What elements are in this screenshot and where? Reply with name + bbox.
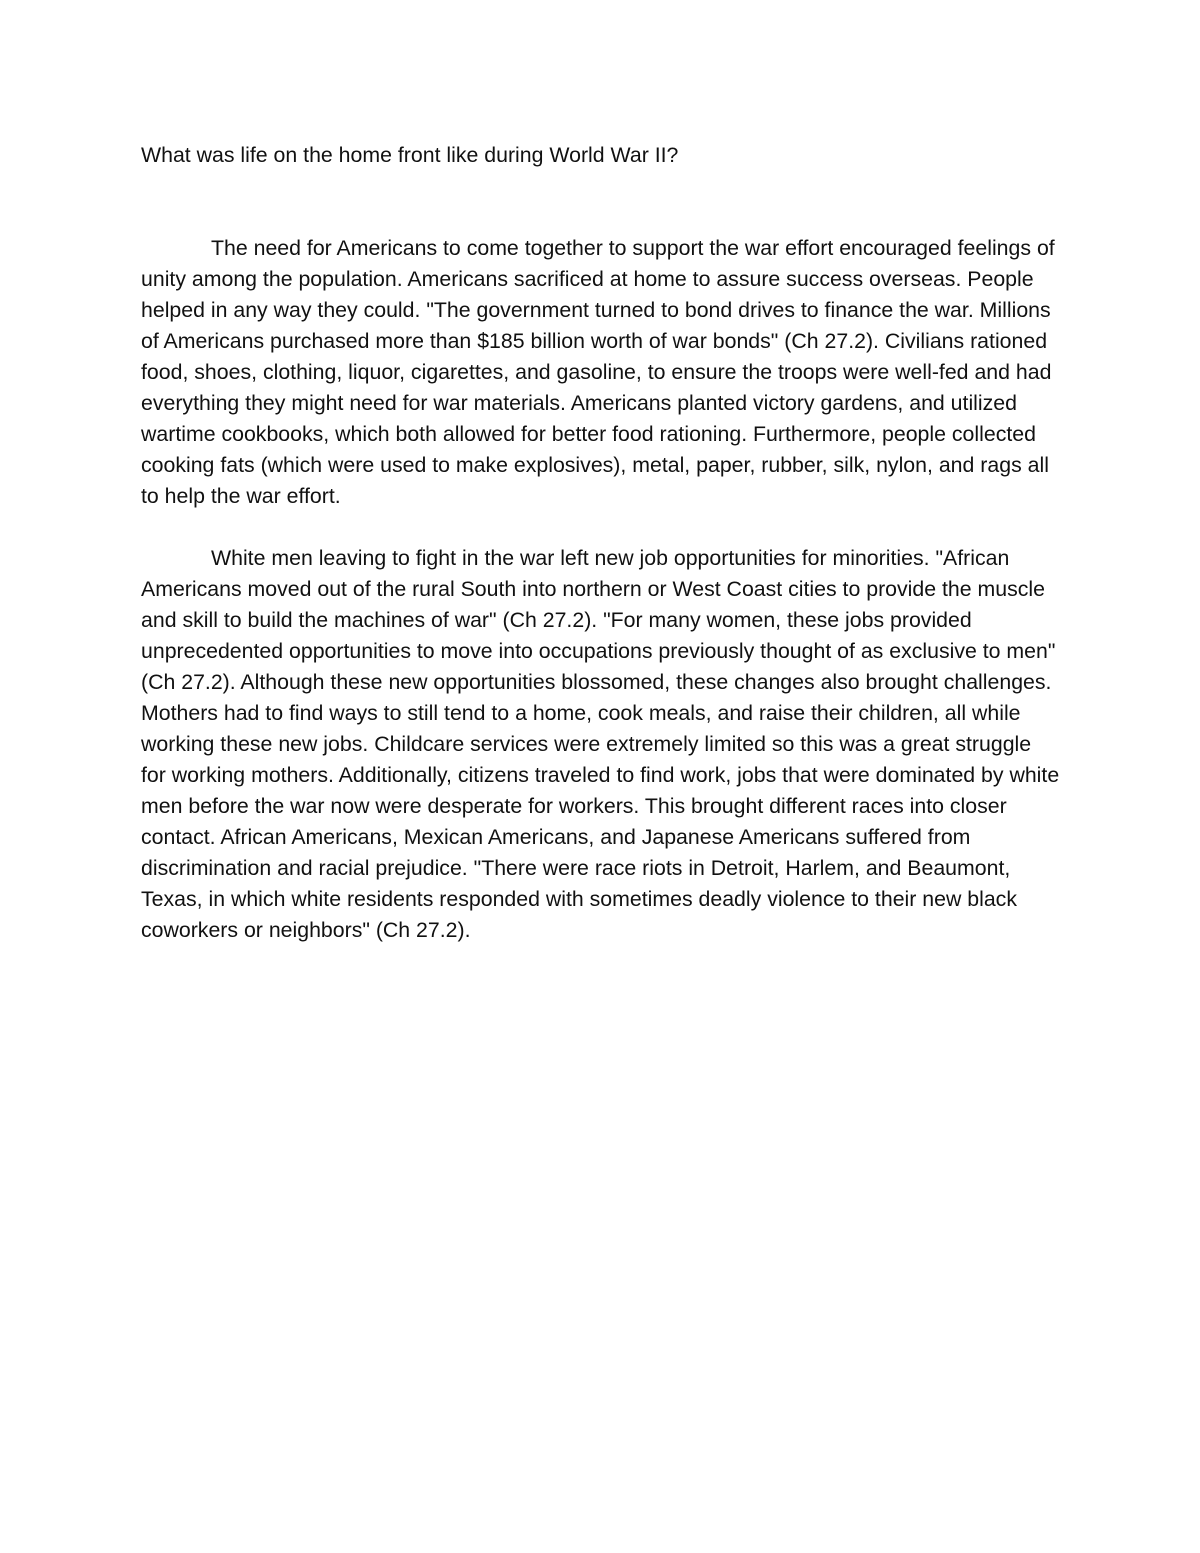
document-body	[141, 140, 1061, 977]
body-paragraph-1: The need for Americans to come together to support the war effort encouraged feelings of unity among the population. Americans sacrificed at home to assure success overseas. People helped in any way they could. "The government turned to bond drives to finance the war. Millions of Americans purchased more than $185 billion worth of war bonds" (Ch 27.2). Civilians rationed food, shoes, clothing, liquor, cigarettes, and gasoline, to ensure the troops were well-fed and had everything they might need for war materials. Americans planted victory gardens, and utilized wartime cookbooks, which both allowed for better food rationing. Furthermore, people collected cooking fats (which were used to make explosives), metal, paper, rubber, silk, nylon, and rags all to help the war effort.	[141, 236, 1055, 508]
body-paragraph-2: White men leaving to fight in the war left new job opportunities for minorities. "African Americans moved out of the rural South into northern or West Coast cities to provide the muscle and skill to build the machines of war" (Ch 27.2). "For many women, these jobs provided unprecedented opportunities to move into occupations previously thought of as exclusive to men" (Ch 27.2). Although these new opportunities blossomed, these changes also brought challenges. Mothers had to find ways to still tend to a home, cook meals, and raise their children, all while working these new jobs. Childcare services were extremely limited so this was a great struggle for working mothers. Additionally, citizens traveled to find work, jobs that were dominated by white men before the war now were desperate for workers. This brought different races into closer contact. African Americans, Mexican Americans, and Japanese Americans suffered from discrimination and racial prejudice. "There were race riots in Detroit, Harlem, and Beaumont, Texas, in which white residents responded with sometimes deadly violence to their new black coworkers or neighbors" (Ch 27.2).	[141, 546, 1060, 942]
essay-question: What was life on the home front like during World War II?	[141, 143, 679, 167]
